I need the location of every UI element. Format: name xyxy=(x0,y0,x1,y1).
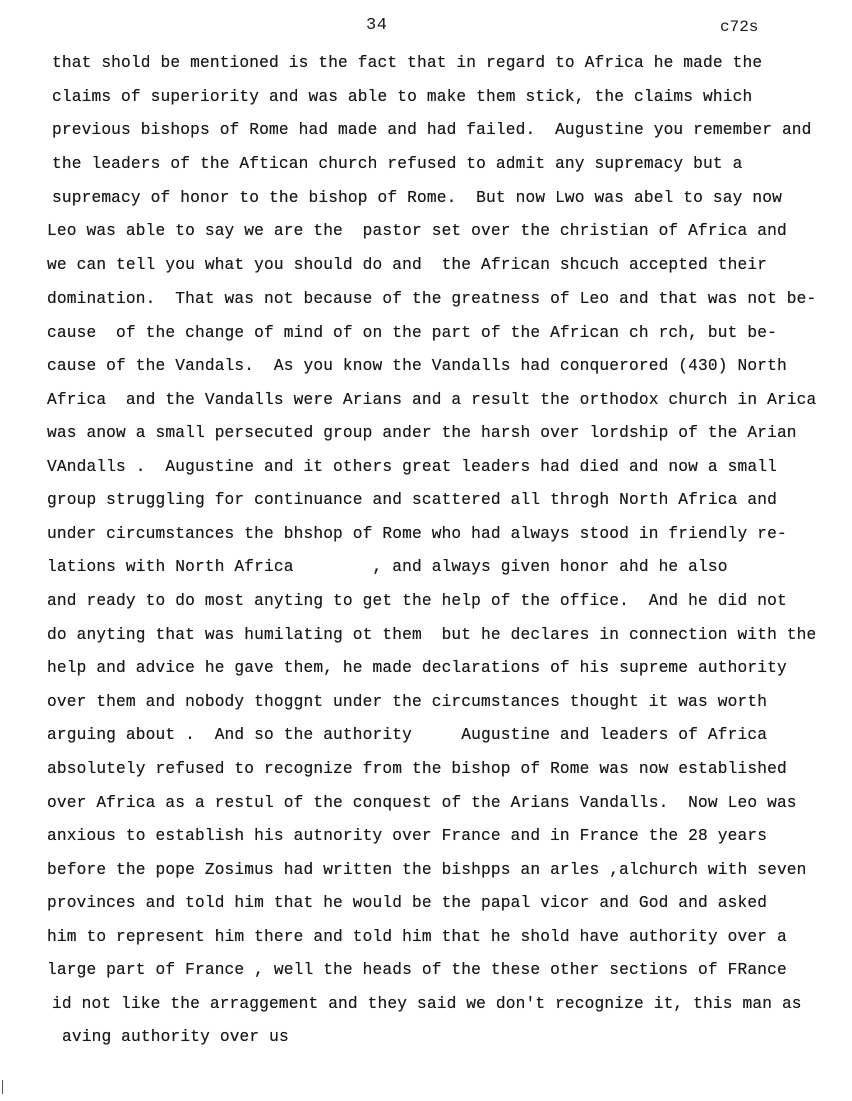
text-line: aving authority over us xyxy=(62,1028,289,1046)
text-line: large part of France , well the heads of the these other sections of FRance xyxy=(47,961,787,979)
text-line: cause of the change of mind of on the part of the African ch rch, but be- xyxy=(47,324,777,342)
text-line: that shold be mentioned is the fact that in regard to Africa he made the xyxy=(52,54,763,72)
text-line: was anow a small persecuted group ander the harsh over lordship of the Arian xyxy=(47,424,797,442)
text-line: we can tell you what you should do and the African shcuch accepted their xyxy=(47,256,768,274)
text-line: claims of superiority and was able to make them stick, the claims which xyxy=(52,88,753,106)
text-line: absolutely refused to recognize from the bishop of Rome was now established xyxy=(47,760,787,778)
text-line: before the pope Zosimus had written the bishpps an arles ,alchurch with seven xyxy=(47,861,807,879)
text-line: anxious to establish his autnority over France and in France the 28 years xyxy=(47,827,768,845)
page-number: 34 xyxy=(366,16,388,35)
text-line: over Africa as a restul of the conquest of the Arians Vandalls. Now Leo was xyxy=(47,794,797,812)
text-line: group struggling for continuance and scattered all throgh North Africa and xyxy=(47,491,777,509)
text-line: VAndalls . Augustine and it others great leaders had died and now a small xyxy=(47,458,777,476)
document-code: c72s xyxy=(720,18,759,36)
text-line: and ready to do most anyting to get the help of the office. And he did not xyxy=(47,592,787,610)
text-line: id not like the arraggement and they said we don't recognize it, this man as xyxy=(52,995,802,1013)
text-line: over them and nobody thoggnt under the circumstances thought it was worth xyxy=(47,693,768,711)
text-line: cause of the Vandals. As you know the Vandalls had conquerored (430) North xyxy=(47,357,787,375)
text-line: under circumstances the bhshop of Rome who had always stood in friendly re- xyxy=(47,525,787,543)
text-line: help and advice he gave them, he made declarations of his supreme authority xyxy=(47,659,787,677)
margin-tick-mark xyxy=(2,1080,6,1094)
text-line: supremacy of honor to the bishop of Rome. But now Lwo was abel to say now xyxy=(52,189,782,207)
text-line: lations with North Africa , and always given honor ahd he also xyxy=(47,558,728,576)
text-line: previous bishops of Rome had made and had failed. Augustine you remember and xyxy=(52,121,812,139)
text-line: provinces and told him that he would be the papal vicor and God and asked xyxy=(47,894,768,912)
text-line: the leaders of the Aftican church refused to admit any supremacy but a xyxy=(52,155,743,173)
text-line: do anyting that was humilating ot them but he declares in connection with the xyxy=(47,626,817,644)
text-line: domination. That was not because of the greatness of Leo and that was not be- xyxy=(47,290,817,308)
text-line: Africa and the Vandalls were Arians and a result the orthodox church in Arica xyxy=(47,391,817,409)
text-line: him to represent him there and told him that he shold have authority over a xyxy=(47,928,787,946)
text-line: Leo was able to say we are the pastor set over the christian of Africa and xyxy=(47,222,787,240)
text-line: arguing about . And so the authority Augustine and leaders of Africa xyxy=(47,726,768,744)
